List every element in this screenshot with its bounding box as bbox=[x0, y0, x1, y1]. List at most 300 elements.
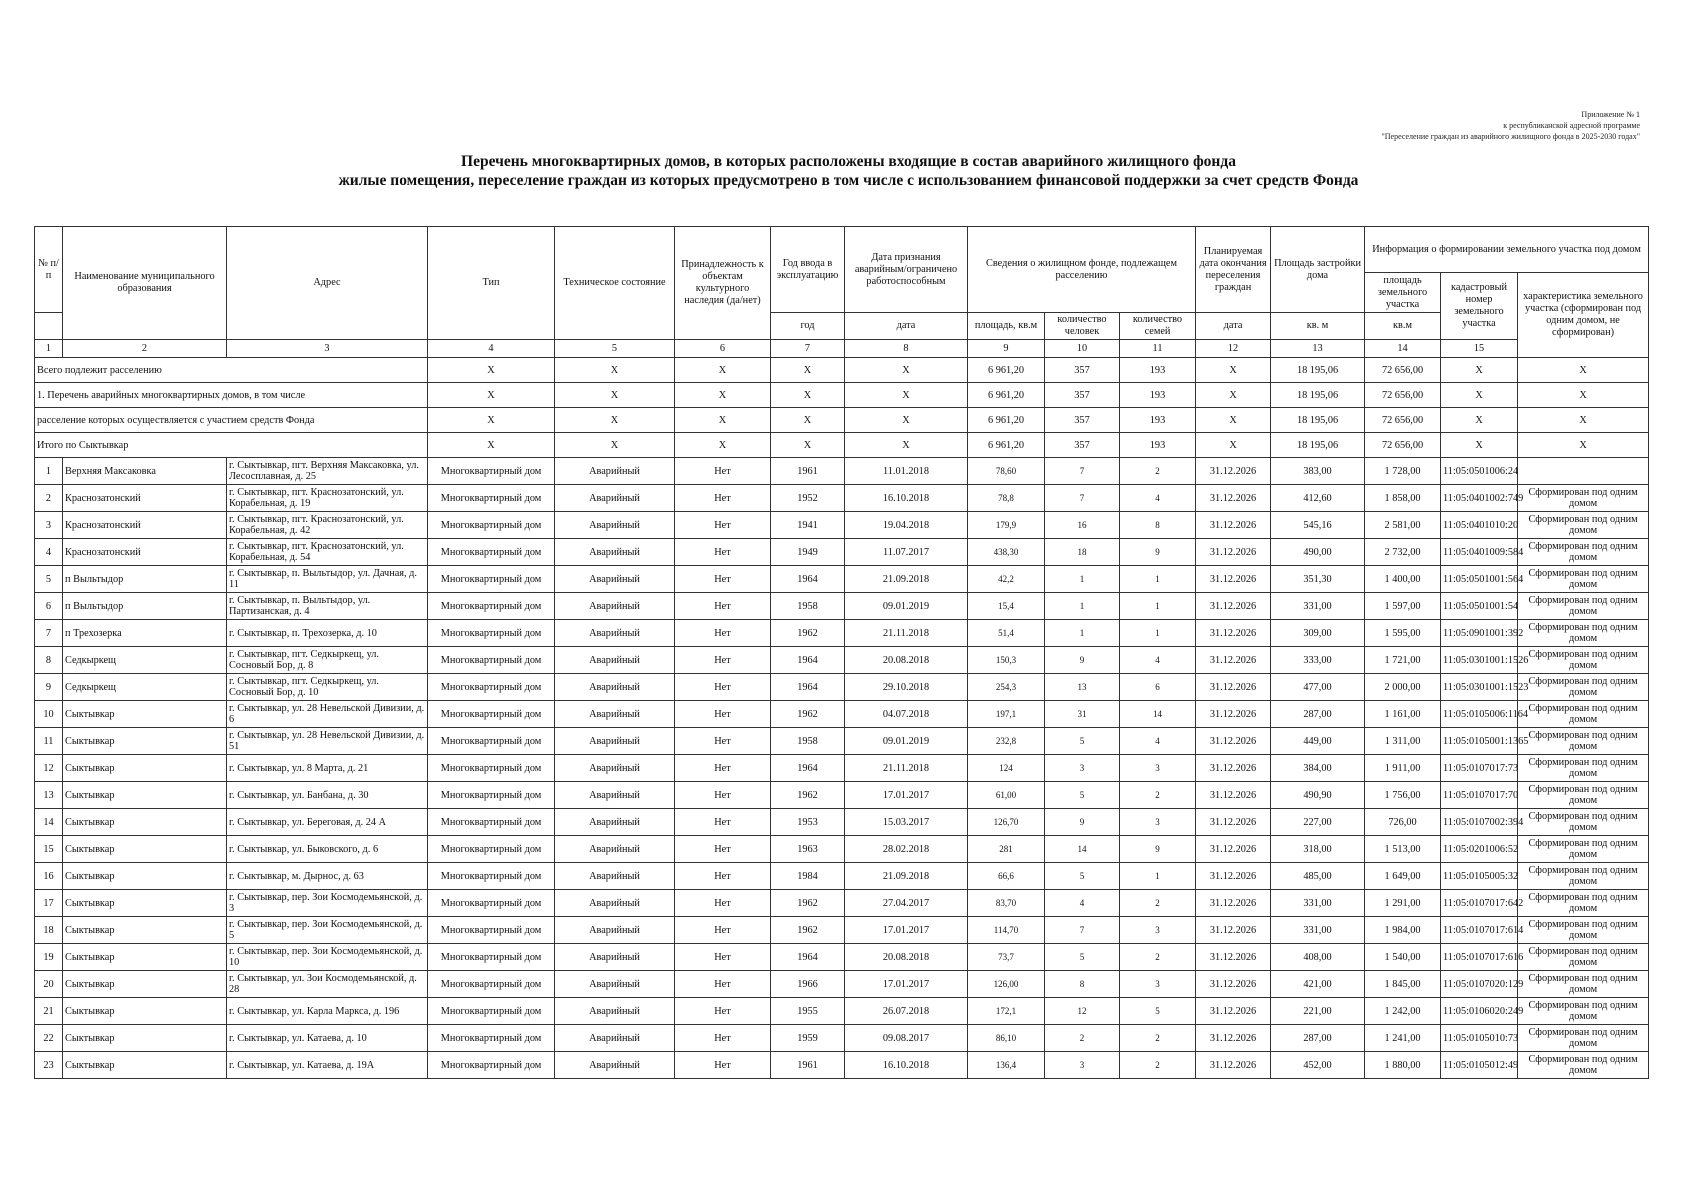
summary-label: расселение которых осуществляется с участием средств Фонда bbox=[35, 408, 428, 433]
cell-heritage: Нет bbox=[675, 971, 771, 998]
cell-families: 3 bbox=[1120, 755, 1196, 782]
cell-address: г. Сыктывкар, ул. Зои Космодемьянской, д. 28 bbox=[227, 971, 428, 998]
cell-condition: Аварийный bbox=[555, 458, 675, 485]
cell-land-area: 1 649,00 bbox=[1365, 863, 1441, 890]
summary-building: 18 195,06 bbox=[1271, 358, 1365, 383]
cell-land-char: Сформирован под одним домом bbox=[1518, 863, 1649, 890]
cell-year-built: 1959 bbox=[771, 1025, 845, 1052]
cell-families: 6 bbox=[1120, 674, 1196, 701]
cell-heritage: Нет bbox=[675, 620, 771, 647]
summary-building: 18 195,06 bbox=[1271, 408, 1365, 433]
cell-land-char: Сформирован под одним домом bbox=[1518, 674, 1649, 701]
cell-building-area: 287,00 bbox=[1271, 1025, 1365, 1052]
cell-address: г. Сыктывкар, ул. Береговая, д. 24 А bbox=[227, 809, 428, 836]
cell-municipality: Сыктывкар bbox=[63, 971, 227, 998]
cell-families: 1 bbox=[1120, 620, 1196, 647]
cell-building-area: 333,00 bbox=[1271, 647, 1365, 674]
cell-address: г. Сыктывкар, п. Трехозерка, д. 10 bbox=[227, 620, 428, 647]
cell-type: Многоквартирный дом bbox=[428, 782, 555, 809]
cell-heritage: Нет bbox=[675, 512, 771, 539]
table-row bbox=[35, 593, 1649, 620]
cell-planned-date: 31.12.2026 bbox=[1196, 863, 1271, 890]
summary-families: 193 bbox=[1120, 383, 1196, 408]
cell-type: Многоквартирный дом bbox=[428, 539, 555, 566]
summary-date: X bbox=[845, 433, 968, 458]
cell-emergency-date: 21.09.2018 bbox=[845, 566, 968, 593]
cell-area: 73,7 bbox=[968, 944, 1045, 971]
cell-address: г. Сыктывкар, пгт. Краснозатонский, ул. Корабельная, д. 42 bbox=[227, 512, 428, 539]
cell-type: Многоквартирный дом bbox=[428, 728, 555, 755]
cell-land-area: 1 756,00 bbox=[1365, 782, 1441, 809]
cell-people: 13 bbox=[1045, 674, 1120, 701]
cell-year-built: 1964 bbox=[771, 944, 845, 971]
cell-families: 1 bbox=[1120, 593, 1196, 620]
header-land-info: Информация о формировании земельного участка под домом bbox=[1365, 227, 1649, 273]
cell-building-area: 449,00 bbox=[1271, 728, 1365, 755]
summary-year: X bbox=[771, 383, 845, 408]
header-planned-date: Планируемая дата окончания переселения граждан bbox=[1196, 227, 1271, 313]
cell-heritage: Нет bbox=[675, 863, 771, 890]
table-row bbox=[35, 782, 1649, 809]
cell-emergency-date: 17.01.2017 bbox=[845, 917, 968, 944]
cell-building-area: 452,00 bbox=[1271, 1052, 1365, 1079]
title-line-1: Перечень многоквартирных домов, в которых расположены входящие в состав аварийного жилищного фонда bbox=[461, 153, 1236, 170]
cell-emergency-date: 26.07.2018 bbox=[845, 998, 968, 1025]
cell-area: 51,4 bbox=[968, 620, 1045, 647]
cell-municipality: Седкыркещ bbox=[63, 647, 227, 674]
summary-type: X bbox=[428, 433, 555, 458]
cell-area: 172,1 bbox=[968, 998, 1045, 1025]
cell-address: г. Сыктывкар, пгт. Краснозатонский, ул. Корабельная, д. 54 bbox=[227, 539, 428, 566]
summary-row bbox=[35, 408, 1649, 433]
cell-number: 6 bbox=[35, 593, 63, 620]
summary-families: 193 bbox=[1120, 358, 1196, 383]
cell-cadastral: 11:05:0105012:49 bbox=[1441, 1052, 1518, 1079]
cell-families: 4 bbox=[1120, 647, 1196, 674]
summary-cadastral: X bbox=[1441, 433, 1518, 458]
cell-condition: Аварийный bbox=[555, 728, 675, 755]
cell-area: 281 bbox=[968, 836, 1045, 863]
cell-heritage: Нет bbox=[675, 998, 771, 1025]
cell-building-area: 490,90 bbox=[1271, 782, 1365, 809]
cell-area: 136,4 bbox=[968, 1052, 1045, 1079]
cell-year-built: 1962 bbox=[771, 890, 845, 917]
cell-land-char: Сформирован под одним домом bbox=[1518, 1052, 1649, 1079]
cell-address: г. Сыктывкар, ул. Банбана, д. 30 bbox=[227, 782, 428, 809]
cell-area: 126,00 bbox=[968, 971, 1045, 998]
cell-building-area: 490,00 bbox=[1271, 539, 1365, 566]
summary-label: Итого по Сыктывкар bbox=[35, 433, 428, 458]
cell-building-area: 384,00 bbox=[1271, 755, 1365, 782]
cell-heritage: Нет bbox=[675, 836, 771, 863]
cell-people: 1 bbox=[1045, 566, 1120, 593]
cell-type: Многоквартирный дом bbox=[428, 701, 555, 728]
summary-label: 1. Перечень аварийных многоквартирных домов, в том числе bbox=[35, 383, 428, 408]
cell-families: 14 bbox=[1120, 701, 1196, 728]
header-cadastral: кадастровый номер земельного участка bbox=[1441, 273, 1518, 340]
summary-cadastral: X bbox=[1441, 408, 1518, 433]
summary-land: 72 656,00 bbox=[1365, 358, 1441, 383]
cell-cadastral: 11:05:0105010:73 bbox=[1441, 1025, 1518, 1052]
cell-address: г. Сыктывкар, пгт. Седкыркещ, ул. Сосновый Бор, д. 8 bbox=[227, 647, 428, 674]
cell-type: Многоквартирный дом bbox=[428, 1025, 555, 1052]
cell-planned-date: 31.12.2026 bbox=[1196, 782, 1271, 809]
cell-heritage: Нет bbox=[675, 485, 771, 512]
cell-people: 1 bbox=[1045, 593, 1120, 620]
cell-municipality: Сыктывкар bbox=[63, 1025, 227, 1052]
table-row bbox=[35, 755, 1649, 782]
table-row bbox=[35, 863, 1649, 890]
summary-heritage: X bbox=[675, 433, 771, 458]
cell-planned-date: 31.12.2026 bbox=[1196, 1052, 1271, 1079]
col-number: 4 bbox=[428, 340, 555, 358]
cell-year-built: 1952 bbox=[771, 485, 845, 512]
cell-year-built: 1984 bbox=[771, 863, 845, 890]
cell-address: г. Сыктывкар, пгт. Верхняя Максаковка, ул. Лесосплавная, д. 25 bbox=[227, 458, 428, 485]
cell-land-area: 1 540,00 bbox=[1365, 944, 1441, 971]
summary-planned: X bbox=[1196, 383, 1271, 408]
summary-cadastral: X bbox=[1441, 383, 1518, 408]
cell-planned-date: 31.12.2026 bbox=[1196, 755, 1271, 782]
cell-municipality: Сыктывкар bbox=[63, 890, 227, 917]
table-row bbox=[35, 674, 1649, 701]
cell-condition: Аварийный bbox=[555, 755, 675, 782]
cell-type: Многоквартирный дом bbox=[428, 593, 555, 620]
summary-land: 72 656,00 bbox=[1365, 383, 1441, 408]
summary-people: 357 bbox=[1045, 433, 1120, 458]
cell-heritage: Нет bbox=[675, 458, 771, 485]
cell-cadastral: 11:05:0201006:52 bbox=[1441, 836, 1518, 863]
cell-families: 1 bbox=[1120, 566, 1196, 593]
cell-land-char: Сформирован под одним домом bbox=[1518, 539, 1649, 566]
summary-planned: X bbox=[1196, 433, 1271, 458]
cell-address: г. Сыктывкар, ул. 28 Невельской Дивизии, д. 51 bbox=[227, 728, 428, 755]
table-row bbox=[35, 485, 1649, 512]
cell-condition: Аварийный bbox=[555, 647, 675, 674]
cell-emergency-date: 19.04.2018 bbox=[845, 512, 968, 539]
cell-emergency-date: 15.03.2017 bbox=[845, 809, 968, 836]
cell-address: г. Сыктывкар, ул. Катаева, д. 19А bbox=[227, 1052, 428, 1079]
cell-type: Многоквартирный дом bbox=[428, 836, 555, 863]
cell-area: 179,9 bbox=[968, 512, 1045, 539]
title-line-2: жилые помещения, переселение граждан из которых предусмотрено в том числе с использованием финансовой поддержки за счет средств Фонда bbox=[338, 172, 1359, 189]
cell-condition: Аварийный bbox=[555, 809, 675, 836]
cell-cadastral: 11:05:0107017:616 bbox=[1441, 944, 1518, 971]
cell-people: 16 bbox=[1045, 512, 1120, 539]
cell-address: г. Сыктывкар, пгт. Седкыркещ, ул. Сосновый Бор, д. 10 bbox=[227, 674, 428, 701]
cell-land-area: 2 581,00 bbox=[1365, 512, 1441, 539]
cell-planned-date: 31.12.2026 bbox=[1196, 917, 1271, 944]
cell-emergency-date: 20.08.2018 bbox=[845, 647, 968, 674]
cell-land-area: 1 241,00 bbox=[1365, 1025, 1441, 1052]
cell-cadastral: 11:05:0401009:584 bbox=[1441, 539, 1518, 566]
cell-number: 17 bbox=[35, 890, 63, 917]
cell-year-built: 1962 bbox=[771, 782, 845, 809]
cell-municipality: Сыктывкар bbox=[63, 917, 227, 944]
housing-table bbox=[34, 226, 1649, 1079]
cell-emergency-date: 27.04.2017 bbox=[845, 890, 968, 917]
cell-land-area: 2 000,00 bbox=[1365, 674, 1441, 701]
cell-heritage: Нет bbox=[675, 1025, 771, 1052]
cell-year-built: 1962 bbox=[771, 620, 845, 647]
cell-land-area: 1 400,00 bbox=[1365, 566, 1441, 593]
cell-building-area: 408,00 bbox=[1271, 944, 1365, 971]
header-address: Адрес bbox=[227, 227, 428, 340]
cell-cadastral: 11:05:0105006:1164 bbox=[1441, 701, 1518, 728]
cell-planned-date: 31.12.2026 bbox=[1196, 458, 1271, 485]
cell-condition: Аварийный bbox=[555, 701, 675, 728]
cell-area: 197,1 bbox=[968, 701, 1045, 728]
unit-area: площадь, кв.м bbox=[968, 313, 1045, 340]
cell-number: 15 bbox=[35, 836, 63, 863]
cell-people: 3 bbox=[1045, 1052, 1120, 1079]
cell-building-area: 383,00 bbox=[1271, 458, 1365, 485]
cell-building-area: 287,00 bbox=[1271, 701, 1365, 728]
cell-land-area: 1 845,00 bbox=[1365, 971, 1441, 998]
table-row bbox=[35, 971, 1649, 998]
cell-emergency-date: 21.09.2018 bbox=[845, 863, 968, 890]
cell-condition: Аварийный bbox=[555, 566, 675, 593]
cell-type: Многоквартирный дом bbox=[428, 809, 555, 836]
cell-number: 9 bbox=[35, 674, 63, 701]
cell-land-char: Сформирован под одним домом bbox=[1518, 620, 1649, 647]
cell-families: 2 bbox=[1120, 1025, 1196, 1052]
cell-number: 21 bbox=[35, 998, 63, 1025]
cell-cadastral: 11:05:0401010:20 bbox=[1441, 512, 1518, 539]
cell-land-area: 1 597,00 bbox=[1365, 593, 1441, 620]
cell-land-char: Сформирован под одним домом bbox=[1518, 836, 1649, 863]
cell-condition: Аварийный bbox=[555, 674, 675, 701]
col-number: 14 bbox=[1365, 340, 1441, 358]
cell-area: 438,30 bbox=[968, 539, 1045, 566]
cell-number: 18 bbox=[35, 917, 63, 944]
cell-cadastral: 11:05:0301001:1526 bbox=[1441, 647, 1518, 674]
cell-land-area: 1 242,00 bbox=[1365, 998, 1441, 1025]
cell-emergency-date: 09.01.2019 bbox=[845, 728, 968, 755]
cell-municipality: Сыктывкар bbox=[63, 944, 227, 971]
cell-cadastral: 11:05:0106020:249 bbox=[1441, 998, 1518, 1025]
cell-type: Многоквартирный дом bbox=[428, 620, 555, 647]
unit-sqm-2: кв.м bbox=[1365, 313, 1441, 340]
cell-emergency-date: 16.10.2018 bbox=[845, 1052, 968, 1079]
cell-year-built: 1964 bbox=[771, 674, 845, 701]
cell-land-area: 1 728,00 bbox=[1365, 458, 1441, 485]
col-number: 10 bbox=[1045, 340, 1120, 358]
cell-condition: Аварийный bbox=[555, 998, 675, 1025]
summary-row bbox=[35, 358, 1649, 383]
unit-sqm: кв. м bbox=[1271, 313, 1365, 340]
summary-character: X bbox=[1518, 383, 1649, 408]
cell-condition: Аварийный bbox=[555, 836, 675, 863]
summary-condition: X bbox=[555, 408, 675, 433]
cell-area: 114,70 bbox=[968, 917, 1045, 944]
cell-cadastral: 11:05:0107017:70 bbox=[1441, 782, 1518, 809]
cell-emergency-date: 11.07.2017 bbox=[845, 539, 968, 566]
cell-condition: Аварийный bbox=[555, 485, 675, 512]
cell-number: 7 bbox=[35, 620, 63, 647]
document-title bbox=[0, 152, 1697, 190]
cell-number: 20 bbox=[35, 971, 63, 998]
cell-people: 2 bbox=[1045, 1025, 1120, 1052]
cell-building-area: 309,00 bbox=[1271, 620, 1365, 647]
unit-year: год bbox=[771, 313, 845, 340]
cell-address: г. Сыктывкар, пер. Зои Космодемьянской, д. 5 bbox=[227, 917, 428, 944]
summary-building: 18 195,06 bbox=[1271, 383, 1365, 408]
cell-number: 12 bbox=[35, 755, 63, 782]
col-number: 15 bbox=[1441, 340, 1518, 358]
cell-type: Многоквартирный дом bbox=[428, 971, 555, 998]
cell-municipality: Сыктывкар bbox=[63, 728, 227, 755]
table-row bbox=[35, 647, 1649, 674]
cell-families: 2 bbox=[1120, 1052, 1196, 1079]
cell-type: Многоквартирный дом bbox=[428, 647, 555, 674]
cell-condition: Аварийный bbox=[555, 539, 675, 566]
summary-families: 193 bbox=[1120, 433, 1196, 458]
summary-type: X bbox=[428, 408, 555, 433]
cell-condition: Аварийный bbox=[555, 863, 675, 890]
cell-building-area: 412,60 bbox=[1271, 485, 1365, 512]
summary-type: X bbox=[428, 383, 555, 408]
cell-families: 5 bbox=[1120, 998, 1196, 1025]
cell-families: 3 bbox=[1120, 809, 1196, 836]
cell-land-char: Сформирован под одним домом bbox=[1518, 701, 1649, 728]
cell-land-char: Сформирован под одним домом bbox=[1518, 1025, 1649, 1052]
col-number: 3 bbox=[227, 340, 428, 358]
cell-type: Многоквартирный дом bbox=[428, 863, 555, 890]
summary-condition: X bbox=[555, 433, 675, 458]
cell-emergency-date: 09.08.2017 bbox=[845, 1025, 968, 1052]
table-row bbox=[35, 809, 1649, 836]
cell-cadastral: 11:05:0107020:129 bbox=[1441, 971, 1518, 998]
cell-municipality: Сыктывкар bbox=[63, 998, 227, 1025]
cell-area: 126,70 bbox=[968, 809, 1045, 836]
cell-municipality: Сыктывкар bbox=[63, 809, 227, 836]
cell-people: 9 bbox=[1045, 809, 1120, 836]
cell-land-char: Сформирован под одним домом bbox=[1518, 566, 1649, 593]
appendix-line-1: Приложение № 1 bbox=[1581, 110, 1640, 119]
summary-year: X bbox=[771, 358, 845, 383]
cell-land-area: 2 732,00 bbox=[1365, 539, 1441, 566]
cell-emergency-date: 11.01.2018 bbox=[845, 458, 968, 485]
cell-municipality: п Выльтыдор bbox=[63, 593, 227, 620]
cell-land-char: Сформирован под одним домом bbox=[1518, 944, 1649, 971]
cell-cadastral: 11:05:0501001:54 bbox=[1441, 593, 1518, 620]
cell-emergency-date: 28.02.2018 bbox=[845, 836, 968, 863]
header-condition: Техническое состояние bbox=[555, 227, 675, 340]
col-number: 13 bbox=[1271, 340, 1365, 358]
cell-condition: Аварийный bbox=[555, 944, 675, 971]
header-land-area: площадь земельного участка bbox=[1365, 273, 1441, 313]
cell-municipality: Сыктывкар bbox=[63, 836, 227, 863]
cell-municipality: Сыктывкар bbox=[63, 863, 227, 890]
cell-municipality: Сыктывкар bbox=[63, 755, 227, 782]
cell-type: Многоквартирный дом bbox=[428, 998, 555, 1025]
table-row bbox=[35, 512, 1649, 539]
cell-emergency-date: 20.08.2018 bbox=[845, 944, 968, 971]
cell-building-area: 318,00 bbox=[1271, 836, 1365, 863]
cell-year-built: 1941 bbox=[771, 512, 845, 539]
cell-land-area: 1 984,00 bbox=[1365, 917, 1441, 944]
col-number: 9 bbox=[968, 340, 1045, 358]
cell-type: Многоквартирный дом bbox=[428, 755, 555, 782]
summary-cadastral: X bbox=[1441, 358, 1518, 383]
header-municipality: Наименование муниципального образования bbox=[63, 227, 227, 340]
cell-year-built: 1962 bbox=[771, 917, 845, 944]
cell-condition: Аварийный bbox=[555, 917, 675, 944]
cell-land-char: Сформирован под одним домом bbox=[1518, 485, 1649, 512]
cell-year-built: 1964 bbox=[771, 566, 845, 593]
cell-year-built: 1953 bbox=[771, 809, 845, 836]
summary-land: 72 656,00 bbox=[1365, 408, 1441, 433]
summary-families: 193 bbox=[1120, 408, 1196, 433]
cell-cadastral: 11:05:0107017:73 bbox=[1441, 755, 1518, 782]
cell-condition: Аварийный bbox=[555, 782, 675, 809]
summary-year: X bbox=[771, 433, 845, 458]
cell-families: 8 bbox=[1120, 512, 1196, 539]
cell-land-char: Сформирован под одним домом bbox=[1518, 512, 1649, 539]
cell-area: 78,8 bbox=[968, 485, 1045, 512]
summary-character: X bbox=[1518, 433, 1649, 458]
cell-year-built: 1963 bbox=[771, 836, 845, 863]
cell-planned-date: 31.12.2026 bbox=[1196, 512, 1271, 539]
cell-people: 5 bbox=[1045, 863, 1120, 890]
summary-people: 357 bbox=[1045, 408, 1120, 433]
cell-planned-date: 31.12.2026 bbox=[1196, 728, 1271, 755]
cell-heritage: Нет bbox=[675, 917, 771, 944]
table-row bbox=[35, 1052, 1649, 1079]
summary-planned: X bbox=[1196, 358, 1271, 383]
cell-land-char: Сформирован под одним домом bbox=[1518, 647, 1649, 674]
cell-condition: Аварийный bbox=[555, 1052, 675, 1079]
cell-heritage: Нет bbox=[675, 890, 771, 917]
cell-condition: Аварийный bbox=[555, 890, 675, 917]
col-number: 12 bbox=[1196, 340, 1271, 358]
cell-number: 4 bbox=[35, 539, 63, 566]
cell-building-area: 485,00 bbox=[1271, 863, 1365, 890]
summary-date: X bbox=[845, 383, 968, 408]
cell-number: 14 bbox=[35, 809, 63, 836]
cell-planned-date: 31.12.2026 bbox=[1196, 998, 1271, 1025]
cell-condition: Аварийный bbox=[555, 512, 675, 539]
cell-land-char: Сформирован под одним домом bbox=[1518, 782, 1649, 809]
cell-building-area: 221,00 bbox=[1271, 998, 1365, 1025]
cell-land-area: 1 311,00 bbox=[1365, 728, 1441, 755]
summary-condition: X bbox=[555, 383, 675, 408]
cell-land-char: Сформирован под одним домом bbox=[1518, 890, 1649, 917]
cell-address: г. Сыктывкар, ул. 8 Марта, д. 21 bbox=[227, 755, 428, 782]
header-type: Тип bbox=[428, 227, 555, 340]
cell-area: 254,3 bbox=[968, 674, 1045, 701]
cell-number: 5 bbox=[35, 566, 63, 593]
summary-heritage: X bbox=[675, 408, 771, 433]
cell-area: 42,2 bbox=[968, 566, 1045, 593]
cell-type: Многоквартирный дом bbox=[428, 890, 555, 917]
cell-planned-date: 31.12.2026 bbox=[1196, 836, 1271, 863]
header-building-area: Площадь застройки дома bbox=[1271, 227, 1365, 313]
cell-number: 16 bbox=[35, 863, 63, 890]
cell-people: 31 bbox=[1045, 701, 1120, 728]
appendix-note bbox=[1382, 109, 1640, 142]
header-land-char: характеристика земельного участка (сформирован под одним домом, не сформирован) bbox=[1518, 273, 1649, 358]
cell-land-char: Сформирован под одним домом bbox=[1518, 998, 1649, 1025]
cell-year-built: 1958 bbox=[771, 728, 845, 755]
cell-planned-date: 31.12.2026 bbox=[1196, 1025, 1271, 1052]
cell-address: г. Сыктывкар, пер. Зои Космодемьянской, д. 3 bbox=[227, 890, 428, 917]
summary-row bbox=[35, 383, 1649, 408]
cell-year-built: 1964 bbox=[771, 755, 845, 782]
cell-cadastral: 11:05:0107017:642 bbox=[1441, 890, 1518, 917]
cell-families: 9 bbox=[1120, 836, 1196, 863]
